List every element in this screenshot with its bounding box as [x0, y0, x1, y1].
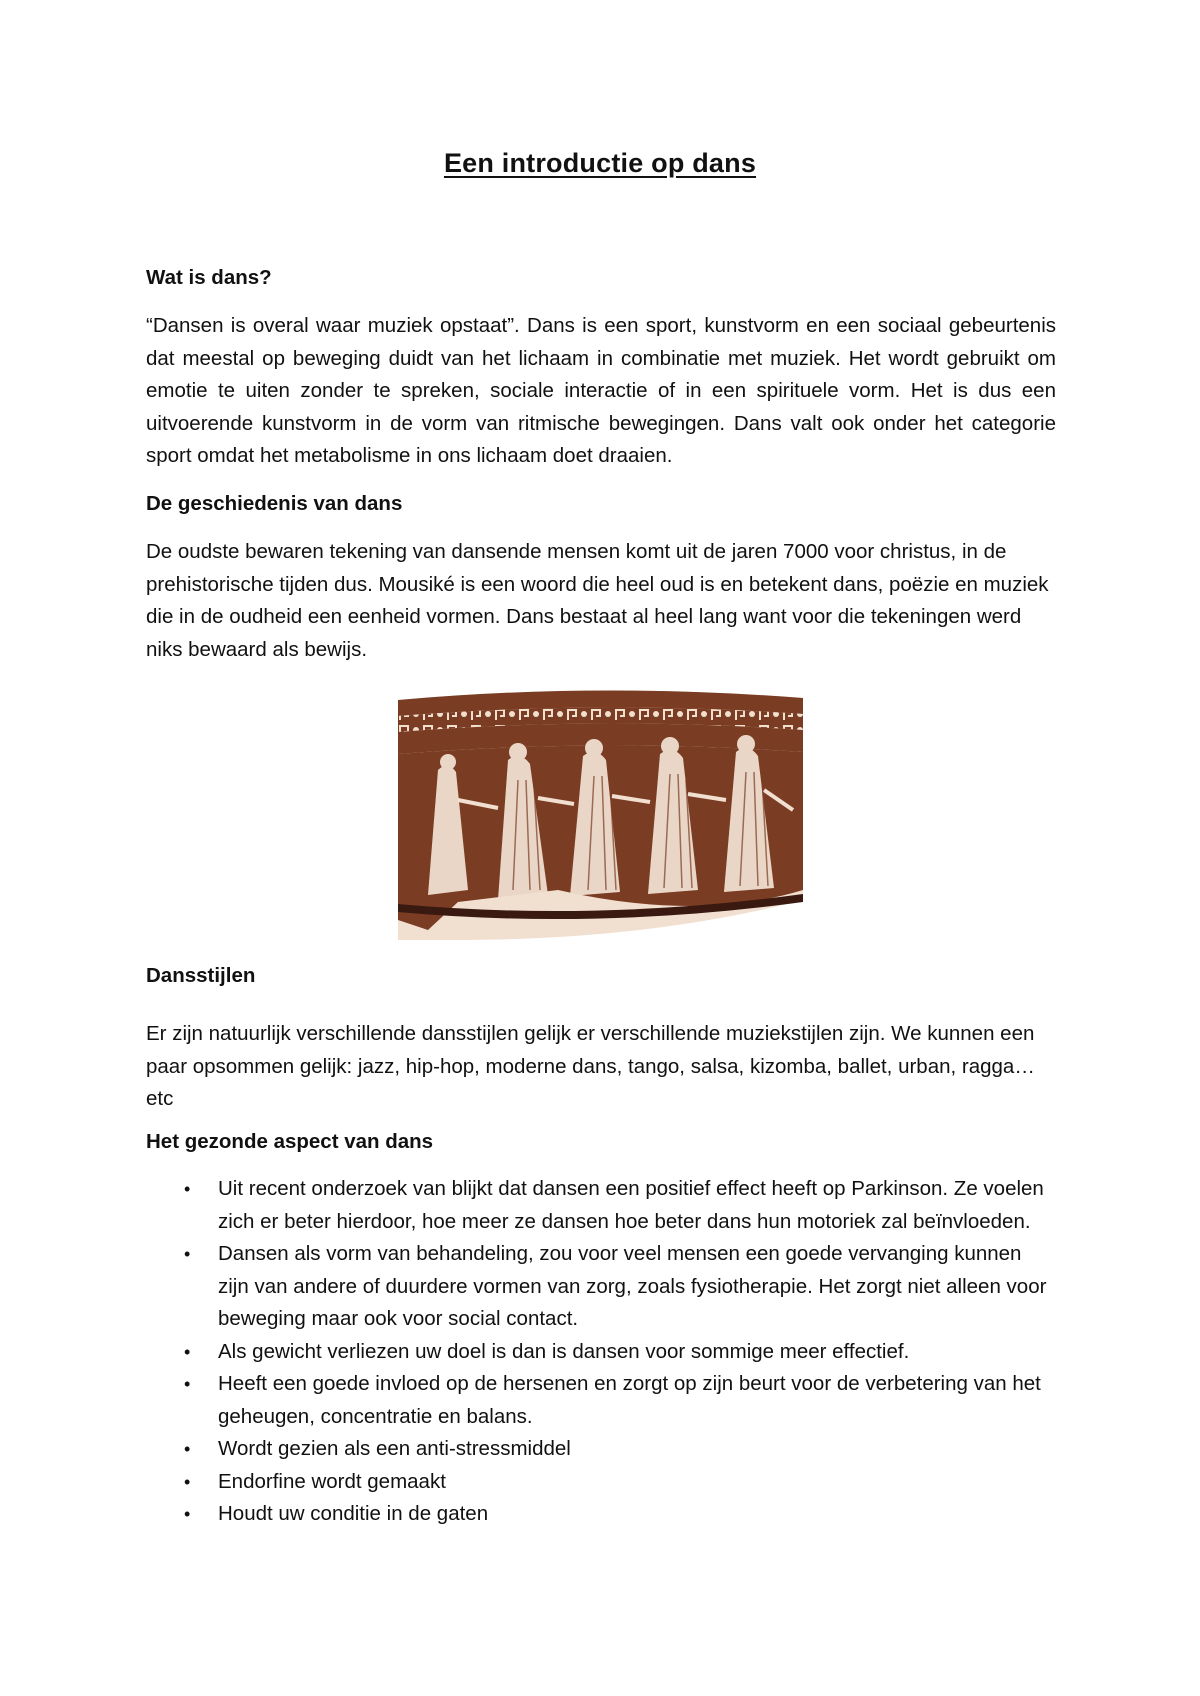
health-bullet-list	[146, 1173, 1056, 1531]
paragraph-wat-is-dans: “Dansen is overal waar muziek opstaat”. Dans is een sport, kunstvorm en een sociaal gebeurtenis dat meestal op beweging duidt van het lichaam in combinatie met muziek. Het wordt gebruikt om emotie te uiten zonder te spreken, sociale interactie of in een spirituele vorm. Het is dus een uitvoerende kunstvorm in de vorm van ritmische bewegingen. Dans valt ook onder het categorie sport omdat het metabolisme in ons lichaam doet draaien.	[146, 314, 1056, 467]
heading-dansstijlen: Dansstijlen	[146, 964, 256, 987]
list-item-text: Als gewicht verliezen uw doel is dan is dansen voor sommige meer effectief.	[218, 1339, 910, 1363]
list-item	[146, 1433, 1056, 1466]
list-item	[146, 1336, 1056, 1369]
paragraph-geschiedenis: De oudste bewaren tekening van dansende mensen komt uit de jaren 7000 voor christus, in de prehistorische tijden dus. Mousiké is een woord die heel oud is en betekent dans, poëzie en muziek die in de oudheid een eenheid vormen. Dans bestaat al heel lang want voor die tekeningen werd niks bewaard als bewijs.	[146, 540, 1049, 661]
list-item-text: Heeft een goede invloed op de hersenen en zorgt op zijn beurt voor de verbetering van het geheugen, concentratie en balans.	[218, 1372, 1041, 1428]
bullet-icon: •	[184, 1341, 191, 1362]
list-item-text: Houdt uw conditie in de gaten	[218, 1502, 489, 1525]
list-item-text: Endorfine wordt gemaakt	[218, 1469, 446, 1493]
section-wat-is-dans	[146, 266, 1056, 290]
bullet-icon: •	[184, 1244, 191, 1264]
list-item	[146, 1238, 1056, 1336]
vase-illustration-icon	[398, 690, 803, 940]
bullet-icon: •	[184, 1374, 191, 1394]
section-geschiedenis	[146, 492, 1056, 516]
bullet-icon: •	[184, 1504, 191, 1524]
list-item	[146, 1173, 1056, 1238]
section-dansstijlen	[146, 964, 1056, 988]
greek-vase-dancers-image	[398, 690, 803, 940]
heading-geschiedenis: De geschiedenis van dans	[146, 492, 403, 515]
section-gezond	[146, 1130, 1056, 1154]
list-item-text: Uit recent onderzoek van blijkt dat dansen een positief effect heeft op Parkinson. Ze voelen zich er beter hierdoor, hoe meer ze dansen hoe beter dans hun motoriek zal beïnvloeden.	[218, 1177, 1044, 1233]
heading-gezond-aspect: Het gezonde aspect van dans	[146, 1130, 434, 1153]
list-item-text: Dansen als vorm van behandeling, zou voor veel mensen een goede vervanging kunnen zijn van andere of duurdere vormen van zorg, zoals fysiotherapie. Het zorgt niet alleen voor beweging maar ook voor social contact.	[218, 1242, 1047, 1330]
paragraph-dansstijlen: Er zijn natuurlijk verschillende dansstijlen gelijk er verschillende muziekstijlen zijn. We kunnen een paar opsommen gelijk: jazz, hip-hop, moderne dans, tango, salsa, kizomba, ballet, urban, ragga…etc	[146, 1022, 1035, 1110]
bullet-icon: •	[184, 1439, 191, 1459]
list-item	[146, 1368, 1056, 1433]
section-wat-body-wrap	[146, 310, 1056, 473]
section-stijlen-body-wrap	[146, 1018, 1056, 1116]
list-item-text: Wordt gezien als een anti-stressmiddel	[218, 1437, 571, 1460]
section-geschiedenis-body-wrap	[146, 536, 1056, 666]
bullet-icon: •	[184, 1471, 191, 1492]
list-item	[146, 1498, 1056, 1531]
heading-wat-is-dans: Wat is dans?	[146, 266, 272, 289]
bullet-icon: •	[184, 1179, 191, 1199]
page-title: Een introductie op dans	[443, 148, 757, 178]
list-item	[146, 1466, 1056, 1499]
